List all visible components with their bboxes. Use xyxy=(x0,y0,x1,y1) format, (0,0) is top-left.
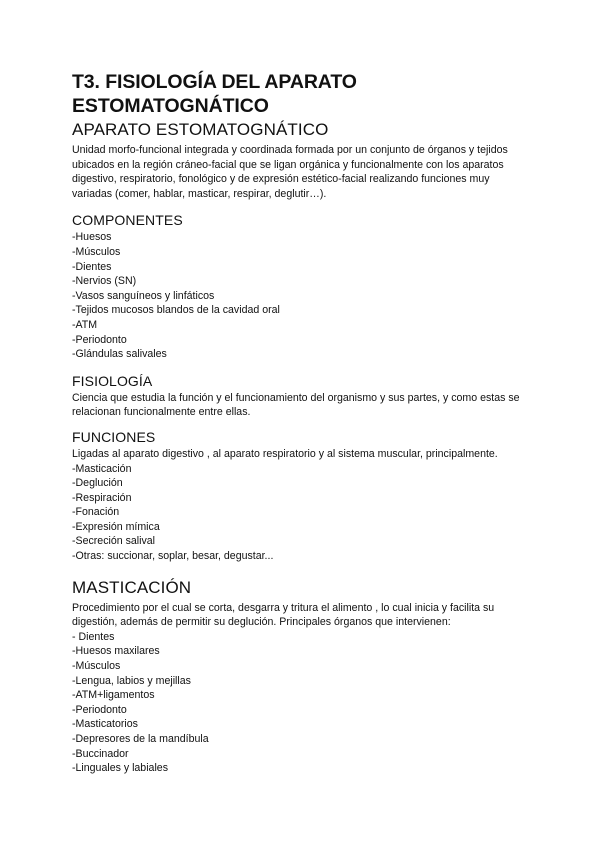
list-item: -Expresión mímica xyxy=(72,520,160,533)
list-item: -Buccinador xyxy=(72,747,129,760)
section-funciones xyxy=(72,428,528,564)
list-item: -Vasos sanguíneos y linfáticos xyxy=(72,289,215,302)
list-item: - Dientes xyxy=(72,630,115,643)
list-item: -Músculos xyxy=(72,660,121,673)
list-item: -Fonación xyxy=(72,506,120,519)
list-item: -Lengua, labios y mejillas xyxy=(72,674,191,687)
section-heading-masticacion: MASTICACIÓN xyxy=(72,577,192,597)
list-item: -Masticación xyxy=(72,462,132,475)
list-item: -Músculos xyxy=(72,245,121,258)
section-fisiologia xyxy=(72,372,528,420)
list-item: -Linguales y labiales xyxy=(72,762,168,775)
list-item: -Nervios (SN) xyxy=(72,275,137,288)
section-aparato xyxy=(72,120,528,201)
section-componentes xyxy=(72,211,528,361)
section-text-masticacion: Procedimiento por el cual se corta, desgarra y tritura el alimento , lo cual inicia y facilita su digestión, además de permitir su deglución. Principales órganos que intervienen: xyxy=(72,601,495,629)
document-page xyxy=(72,70,528,776)
list-item: -Huesos xyxy=(72,231,112,244)
componentes-list xyxy=(72,230,528,361)
list-item: -Respiración xyxy=(72,491,132,504)
list-item: -Dientes xyxy=(72,260,112,273)
list-item: -Masticatorios xyxy=(72,718,138,731)
section-heading-aparato: APARATO ESTOMATOGNÁTICO xyxy=(72,120,329,139)
section-heading-funciones: FUNCIONES xyxy=(72,428,156,445)
document-title: T3. FISIOLOGÍA DEL APARATO ESTOMATOGNÁTICO xyxy=(72,71,357,117)
section-text-funciones: Ligadas al aparato digestivo , al aparato respiratorio y al sistema muscular, principalmente. xyxy=(72,447,498,460)
list-item: -Otras: succionar, soplar, besar, degustar... xyxy=(72,550,274,563)
section-text-aparato: Unidad morfo-funcional integrada y coordinada formada por un conjunto de órganos y tejidos ubicados en la región cráneo-facial que se ligan orgánica y funcionalmente con los aparatos digestivo, respiratorio, fonológico y de expresión estético-facial realizando funciones muy variadas (comer, hablar, masticar, respirar, deglutir…). xyxy=(72,144,508,200)
list-item: -Periodonto xyxy=(72,703,127,716)
list-item: -Huesos maxilares xyxy=(72,645,160,658)
section-heading-componentes: COMPONENTES xyxy=(72,212,183,229)
section-masticacion xyxy=(72,578,528,776)
section-heading-fisiologia: FISIOLOGÍA xyxy=(72,372,153,389)
list-item: -Secreción salival xyxy=(72,535,156,548)
masticacion-list xyxy=(72,630,528,776)
section-text-fisiologia: Ciencia que estudia la función y el funcionamiento del organismo y sus partes, y como estas se relacionan funcionalmente entre ellas. xyxy=(72,391,520,419)
list-item: -Glándulas salivales xyxy=(72,348,167,361)
list-item: -Depresores de la mandíbula xyxy=(72,733,209,745)
funciones-list xyxy=(72,462,528,564)
list-item: -ATM+ligamentos xyxy=(72,689,155,702)
list-item: -ATM xyxy=(72,318,98,331)
list-item: -Deglución xyxy=(72,477,123,490)
list-item: -Tejidos mucosos blandos de la cavidad oral xyxy=(72,304,280,317)
list-item: -Periodonto xyxy=(72,333,127,346)
